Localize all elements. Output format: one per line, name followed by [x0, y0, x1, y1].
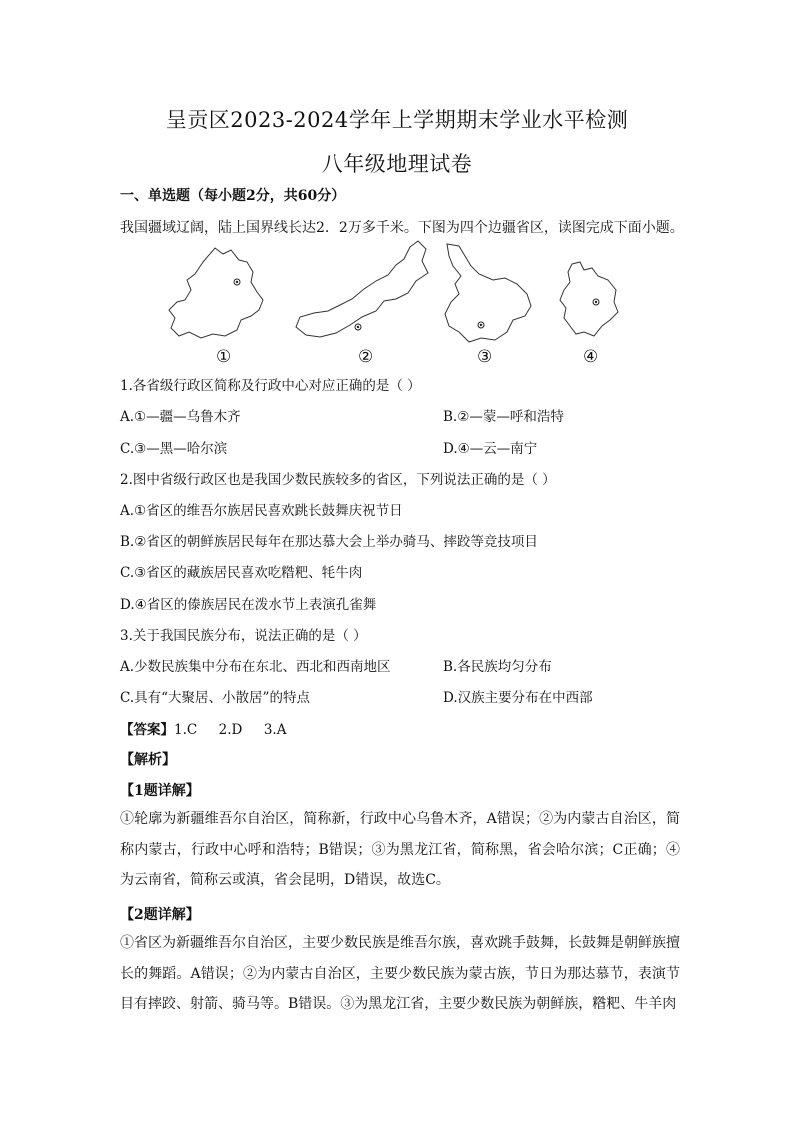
analysis-label: 【解析】: [120, 752, 176, 768]
map-label-2: ②: [358, 347, 374, 367]
map-label-3: ③: [477, 347, 493, 367]
question-intro: 我国疆域辽阔，陆上国界线长达2．2万多千米。下图为四个边疆省区，读图完成下面小题。: [120, 220, 684, 236]
question-1-option-a: A.①—疆—乌鲁木齐: [120, 409, 241, 425]
question-2-option-c: C.③省区的藏族居民喜欢吃糌粑、牦牛肉: [120, 565, 363, 581]
map-label-4: ④: [583, 347, 599, 367]
question-3-option-d: D.汉族主要分布在中西部: [443, 690, 593, 706]
detail-1-label: 【1题详解】: [120, 783, 200, 799]
answer-line: [120, 718, 286, 738]
question-3-stem: 3.关于我国民族分布，说法正确的是（ ）: [120, 628, 367, 644]
detail-2-text: ①省区为新疆维吾尔自治区，主要少数民族是维吾尔族，喜欢跳手鼓舞，长鼓舞是朝鲜族擅长的舞蹈。A错误；②为内蒙古自治区，主要少数民族为蒙古族，节日为那达慕节，表演节目有摔跤、射箭、骑马等。B错误。③为黑龙江省，主要少数民族为朝鲜族，糌粑、牛羊肉: [120, 935, 680, 1012]
question-3-option-a: A.少数民族集中分布在东北、西北和西南地区: [120, 659, 391, 675]
question-2-stem: 2.图中省级行政区也是我国少数民族较多的省区，下列说法正确的是（ ）: [120, 472, 556, 488]
answer-text: 1.C 2.D 3.A: [174, 722, 287, 738]
map-xinjiang: [165, 240, 270, 340]
map-yunnan: [558, 260, 623, 340]
map-heilongjiang: [441, 240, 536, 345]
page-subtitle: 八年级地理试卷: [321, 152, 473, 176]
question-1-option-d: D.④—云—南宁: [443, 441, 538, 457]
question-2-option-b: B.②省区的朝鲜族居民每年在那达慕大会上举办骑马、摔跤等竞技项目: [120, 534, 538, 550]
question-2-option-d: D.④省区的傣族居民在泼水节上表演孔雀舞: [120, 597, 377, 613]
question-2-option-a: A.①省区的维吾尔族居民喜欢跳长鼓舞庆祝节日: [120, 503, 403, 519]
question-1-stem: 1.各省级行政区简称及行政中心对应正确的是（ ）: [120, 378, 421, 394]
detail-1-text: ①轮廓为新疆维吾尔自治区，简称新，行政中心乌鲁木齐，A错误；②为内蒙古自治区，简称内蒙古，行政中心呼和浩特；B错误；③为黑龙江省，简称黑，省会哈尔滨；C正确；④为云南省，简称云或滇，省会昆明，D错误，故选C。: [120, 811, 680, 888]
detail-2-label: 【2题详解】: [120, 907, 200, 923]
section-heading: 一、单选题（每小题2分，共60分）: [120, 188, 346, 204]
question-1-option-c: C.③—黑—哈尔滨: [120, 441, 228, 457]
page-title: 呈贡区2023-2024学年上学期期末学业水平检测: [165, 108, 629, 132]
map-label-1: ①: [216, 347, 232, 367]
question-3-option-c: C.具有“大聚居、小散居”的特点: [120, 690, 310, 706]
question-1-option-b: B.②—蒙—呼和浩特: [443, 409, 564, 425]
answer-label: 【答案】: [120, 722, 174, 738]
map-inner-mongolia: [292, 237, 442, 342]
question-3-option-b: B.各民族均匀分布: [443, 659, 552, 675]
